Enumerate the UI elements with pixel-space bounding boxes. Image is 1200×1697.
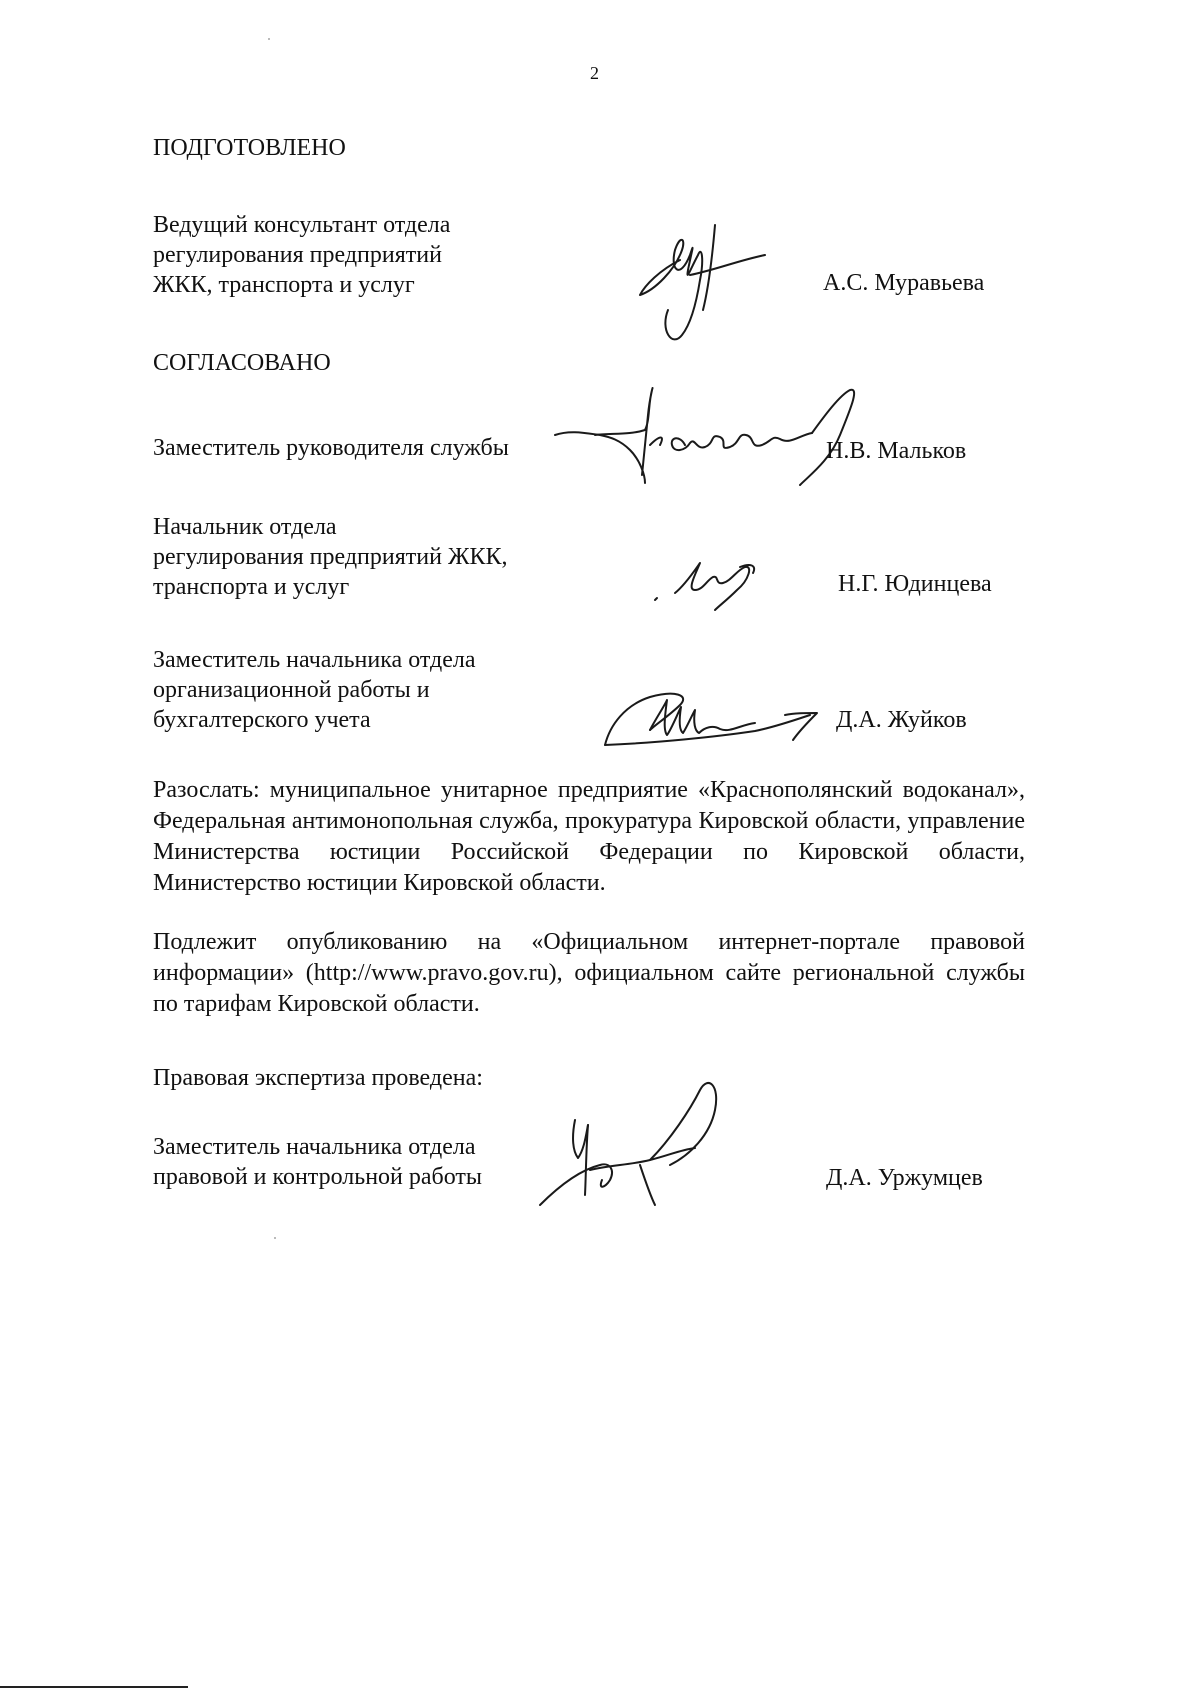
position-line: Ведущий консультант отдела [153, 212, 451, 238]
signer-1-name: Н.В. Мальков [826, 438, 967, 464]
signer-1-position [153, 433, 509, 463]
prepared-position [153, 210, 450, 300]
footer-rule [0, 1686, 188, 1688]
position-line: Заместитель начальника отдела [153, 1134, 476, 1160]
position-line: бухгалтерского учета [153, 707, 371, 733]
position-line: регулирования предприятий ЖКК, [153, 544, 508, 570]
position-line: Заместитель начальника отдела [153, 647, 476, 673]
publication-text: Подлежит опубликованию на «Официальном интернет-портале правовой информации» (http://www.pravo.gov.ru), официальном сайте региональной службы по тарифам Кировской области. [153, 929, 1025, 1017]
scan-speck [274, 1237, 276, 1239]
agreed-heading: СОГЛАСОВАНО [153, 350, 331, 376]
signature-muravyeva [620, 210, 790, 350]
position-line: Начальник отдела [153, 514, 337, 540]
position-line: Заместитель руководителя службы [153, 435, 509, 461]
legal-review-position [153, 1132, 482, 1192]
position-line: регулирования предприятий [153, 242, 442, 268]
position-line: правовой и контрольной работы [153, 1164, 483, 1190]
position-line: ЖКК, транспорта и услуг [153, 272, 415, 298]
distribution-text: Разослать: муниципальное унитарное предприятие «Краснополянский водоканал», Федеральная антимонопольная служба, прокуратура Кировской области, управление Министерства юстиции Российской Федерации по Кировской области, Министерство юстиции Кировской области. [153, 777, 1025, 896]
signer-3-name: Д.А. Жуйков [836, 707, 967, 733]
page-number: 2 [590, 63, 599, 83]
signer-2-name: Н.Г. Юдинцева [838, 571, 992, 597]
signer-2-position [153, 512, 507, 602]
position-line: организационной работы и [153, 677, 430, 703]
signature-urzhumtsev [520, 1070, 740, 1220]
prepared-heading: ПОДГОТОВЛЕНО [153, 135, 346, 161]
legal-review-heading: Правовая экспертиза проведена: [153, 1065, 483, 1091]
signature-yudintseva [645, 545, 775, 615]
scan-speck [268, 38, 270, 40]
signature-zhuykov [595, 685, 835, 755]
legal-review-name: Д.А. Уржумцев [826, 1165, 983, 1191]
signature-malkov [550, 375, 870, 495]
position-line: транспорта и услуг [153, 574, 350, 600]
prepared-name: А.С. Муравьева [823, 270, 985, 296]
signer-3-position [153, 645, 476, 735]
